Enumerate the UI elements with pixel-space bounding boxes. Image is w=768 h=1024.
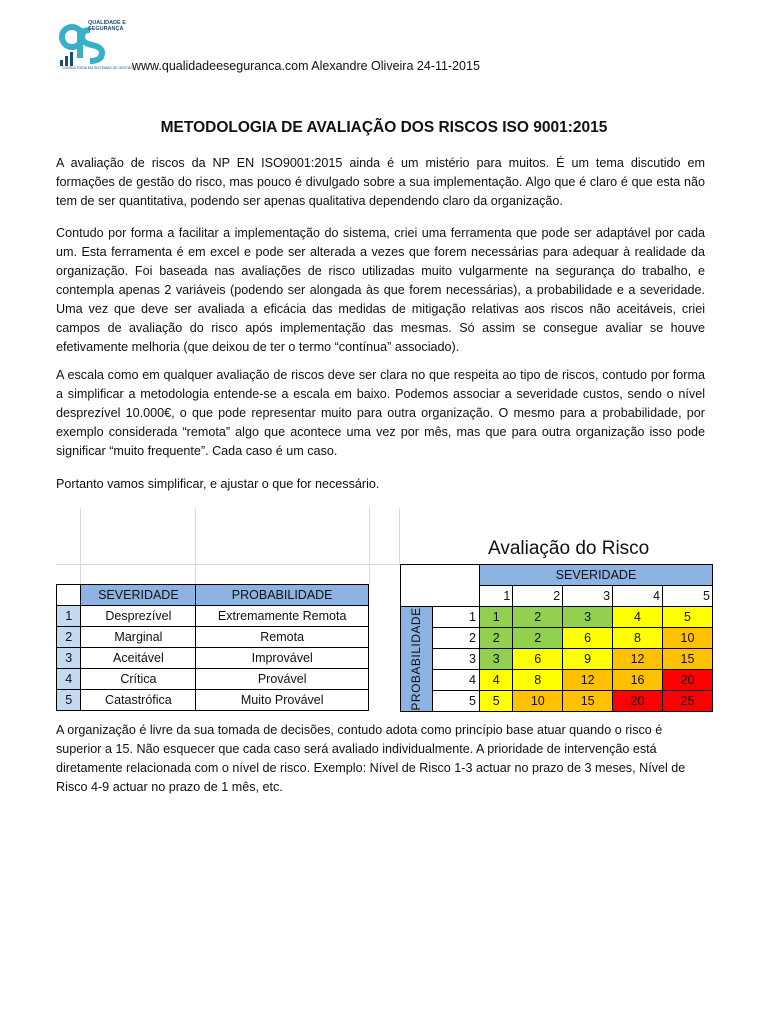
scale-row (57, 669, 369, 690)
prob-level: 4 (432, 670, 480, 691)
matrix-cell: 2 (480, 628, 513, 649)
matrix-cell: 16 (613, 670, 663, 691)
sev-level: 1 (480, 586, 513, 607)
matrix-cell: 8 (513, 670, 563, 691)
header-website-author-date: www.qualidadeeseguranca.com Alexandre Oliveira 24-11-2015 (132, 59, 480, 73)
matrix-cell: 20 (662, 670, 712, 691)
scale-level: 3 (57, 648, 81, 669)
probabilidade-vertical-label: PROBABILIDADE (409, 607, 424, 711)
matrix-cell: 6 (563, 628, 613, 649)
paragraph-intro: A avaliação de riscos da NP EN ISO9001:2015 ainda é um mistério para muitos. É um tema discutido em formações de gestão do risco, mas pouco é divulgado sobre a sua implementação. Algo que é claro é que esta não tem de ser quantitativa, podendo ser apenas qualitativa dependendo claro da organização. (56, 156, 705, 208)
matrix-cell: 12 (563, 670, 613, 691)
matrix-cell: 6 (513, 649, 563, 670)
matrix-cell: 3 (563, 607, 613, 628)
severidade-value: Crítica (81, 669, 196, 690)
matrix-cell: 2 (513, 628, 563, 649)
probabilidade-header: PROBABILIDADE (196, 585, 369, 606)
matrix-cell: 5 (662, 607, 712, 628)
prob-level: 2 (432, 628, 480, 649)
severidade-value: Desprezível (81, 606, 196, 627)
probabilidade-value: Remota (196, 627, 369, 648)
paragraph-tool: Contudo por forma a facilitar a implementação do sistema, criei uma ferramenta que pode ser adaptável por cada um. Esta ferramenta é em excel e pode ser alterada a vezes que forem necessárias para adequar à realidade da organização. Foi baseada nas avaliações de risco utilizadas muito vulgarmente na segurança do trabalho, e contempla apenas 2 variáveis (podendo ser alongada às que forem necessárias), a probabilidade e a severidade. Uma vez que deve ser avaliada a eficácia das medidas de mitigação relativas aos riscos não aceitáveis, criei campos de avaliação do risco após implementação das mesmas. Só assim se consegue avaliar se houve efetivamente melhoria (que deixou de ter o termo “contínua” associado). (56, 226, 705, 354)
matrix-title: Avaliação do Risco (488, 538, 650, 559)
severidade-value: Aceitável (81, 648, 196, 669)
logo-subtitle: CONSULTORIA EM SISTEMAS DE GESTÃO (62, 66, 134, 70)
prob-level: 1 (432, 607, 480, 628)
matrix-cell: 15 (563, 691, 613, 712)
matrix-cell: 3 (480, 649, 513, 670)
severidade-value: Marginal (81, 627, 196, 648)
matrix-cell: 4 (480, 670, 513, 691)
prob-level: 3 (432, 649, 480, 670)
matrix-cell: 8 (613, 628, 663, 649)
matrix-cell: 20 (613, 691, 663, 712)
matrix-cell: 15 (662, 649, 712, 670)
matrix-cell: 1 (480, 607, 513, 628)
probabilidade-value: Provável (196, 669, 369, 690)
scale-row (57, 627, 369, 648)
sev-level: 2 (513, 586, 563, 607)
matrix-cell: 12 (613, 649, 663, 670)
scale-row (57, 648, 369, 669)
scale-level: 4 (57, 669, 81, 690)
risk-matrix (400, 564, 713, 712)
matrix-cell: 2 (513, 607, 563, 628)
sev-level: 5 (662, 586, 712, 607)
probabilidade-value: Muito Provável (196, 690, 369, 711)
matrix-cell: 10 (662, 628, 712, 649)
sev-level: 4 (613, 586, 663, 607)
probabilidade-vertical-header (401, 607, 433, 712)
scale-corner-cell (57, 585, 81, 606)
sev-level: 3 (563, 586, 613, 607)
matrix-severidade-header: SEVERIDADE (480, 565, 713, 586)
matrix-cell: 10 (513, 691, 563, 712)
scale-row (57, 606, 369, 627)
logo-text: QUALIDADE E SEGURANÇA (88, 20, 126, 32)
paragraph-scale: A escala como em qualquer avaliação de riscos deve ser clara no que respeita ao tipo de riscos, contudo por forma a simplificar a metodologia entende-se a escala em baixo. Podemos associar a severidade custos, sendo o nível desprezível 10.000€, o que pode representar muito para outra organização. O mesmo para a probabilidade, por exemplo considerada “remota” algo que acontece uma vez por mês, mas que para outra organização isso pode significar “muito frequente”. Cada caso é um caso. (56, 368, 705, 458)
paragraph-decision: A organização é livre da sua tomada de decisões, contudo adota como princípio base atuar quando o risco é superior a 15. Não esquecer que cada caso será avaliado individualmente. A prioridade de intervenção está diretamente relacionada com o nível de risco. Exemplo: Nível de Risco 1-3 actuar no prazo de 3 meses, Nível de Risco 4-9 actuar no prazo de 1 mês, etc. (56, 723, 686, 794)
matrix-cell: 9 (563, 649, 613, 670)
document-title: METODOLOGIA DE AVALIAÇÃO DOS RISCOS ISO 9001:2015 (160, 119, 608, 136)
scale-row (57, 690, 369, 711)
scale-table (56, 584, 369, 711)
scale-level: 5 (57, 690, 81, 711)
severidade-header: SEVERIDADE (81, 585, 196, 606)
probabilidade-value: Improvável (196, 648, 369, 669)
matrix-cell: 5 (480, 691, 513, 712)
probabilidade-value: Extremamente Remota (196, 606, 369, 627)
matrix-cell: 4 (613, 607, 663, 628)
paragraph-simplify: Portanto vamos simplificar, e ajustar o que for necessário. (56, 477, 380, 491)
matrix-cell: 25 (662, 691, 712, 712)
severidade-value: Catastrófica (81, 690, 196, 711)
spreadsheet-image (56, 508, 713, 711)
scale-level: 2 (57, 627, 81, 648)
prob-level: 5 (432, 691, 480, 712)
scale-level: 1 (57, 606, 81, 627)
